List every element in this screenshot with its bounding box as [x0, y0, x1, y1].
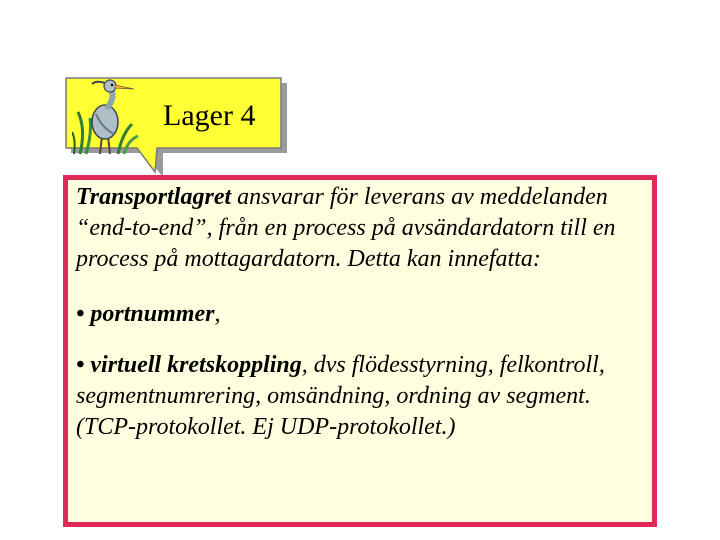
intro-paragraph: [76, 182, 652, 275]
bullet-virtuell-kretskoppling: [76, 350, 652, 443]
content-box: [63, 175, 657, 527]
bullet-portnummer-term: • portnummer: [76, 301, 215, 327]
bullet-portnummer-text: ,: [214, 301, 221, 327]
bullet-portnummer: [76, 299, 652, 330]
slide-title: Lager 4: [163, 99, 256, 132]
intro-term: Transportlagret: [76, 184, 232, 210]
bullet-virtuell-term: • virtuell kretskoppling: [76, 352, 302, 378]
heron-clipart-icon: [72, 74, 140, 156]
bullet-virtuell-text: , dvs flödesstyrning, felkontroll, segmentnumrering, omsändning, ordning av segment. (TCP-protokollet. Ej UDP-protokollet.): [76, 352, 605, 440]
intro-text: ansvarar för leverans av meddelanden “end-to-end”, från en process på avsändardatorn till en process på mottagardatorn. Detta kan innefatta:: [76, 184, 616, 272]
